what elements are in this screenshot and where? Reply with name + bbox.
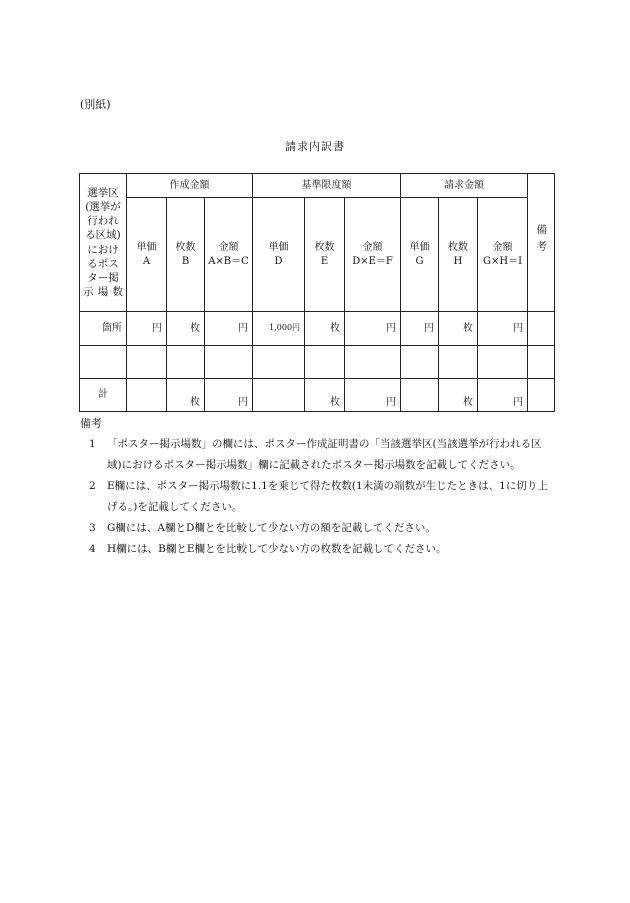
- note-number: 4: [89, 543, 96, 555]
- cell-d: 1,000円: [253, 312, 305, 346]
- cell-a: 円: [127, 312, 167, 346]
- row-header-poster-sites: 選挙区(選挙が行われる区域)におけるポスター掲示場数: [80, 174, 127, 312]
- total-d: [253, 379, 305, 412]
- col-header-c: 金額 A×B＝C: [205, 198, 253, 312]
- note-number: 2: [89, 480, 96, 492]
- col-header-i: 金額 G×H＝I: [478, 198, 528, 312]
- note-text: H欄には、B欄とE欄とを比較して少ない方の枚数を記載してください。: [107, 543, 447, 555]
- attachment-label: (別紙): [80, 98, 111, 111]
- cell-remarks: [528, 312, 555, 346]
- cell-i: 円: [478, 312, 528, 346]
- cell-empty: [205, 346, 253, 379]
- total-label: 計: [80, 379, 127, 412]
- cell-empty: [127, 346, 167, 379]
- col-header-e: 枚数 E: [305, 198, 345, 312]
- total-b: 枚: [167, 379, 205, 412]
- remarks-label: 備考: [535, 223, 548, 257]
- total-e: 枚: [305, 379, 345, 412]
- group-remarks: [528, 174, 555, 312]
- list-item: [89, 434, 555, 476]
- table-row: [80, 312, 555, 346]
- cell-sites: 箇所: [80, 312, 127, 346]
- claim-breakdown-table: [79, 173, 555, 412]
- col-header-a: 単価 A: [127, 198, 167, 312]
- cell-h: 枚: [439, 312, 478, 346]
- cell-empty: [167, 346, 205, 379]
- cell-b: 枚: [167, 312, 205, 346]
- group-created-amount: 作成金額: [127, 174, 253, 198]
- total-g: [401, 379, 439, 412]
- cell-empty: [439, 346, 478, 379]
- note-text: G欄には、A欄とD欄とを比較して少ない方の額を記載してください。: [107, 522, 436, 534]
- note-text: E欄には、ポスター掲示場数に1.1を乗じて得た枚数(1未満の端数が生じたときは、1に切り上げる。)を記載してください。: [107, 480, 548, 513]
- total-c: 円: [205, 379, 253, 412]
- total-h: 枚: [439, 379, 478, 412]
- cell-empty: [253, 346, 305, 379]
- note-number: 1: [89, 438, 96, 450]
- cell-empty: [478, 346, 528, 379]
- notes-list: [89, 434, 555, 560]
- note-number: 3: [89, 522, 96, 534]
- cell-f: 円: [345, 312, 401, 346]
- cell-g: 円: [401, 312, 439, 346]
- total-a: [127, 379, 167, 412]
- cell-empty: [528, 346, 555, 379]
- cell-empty: [305, 346, 345, 379]
- cell-c: 円: [205, 312, 253, 346]
- col-header-g: 単価 G: [401, 198, 439, 312]
- col-header-f: 金額 D×E＝F: [345, 198, 401, 312]
- col-header-h: 枚数 H: [439, 198, 478, 312]
- cell-empty: [80, 346, 127, 379]
- cell-empty: [401, 346, 439, 379]
- total-i: 円: [478, 379, 528, 412]
- list-item: [89, 518, 555, 539]
- total-row: [80, 379, 555, 412]
- col-header-d: 単価 D: [253, 198, 305, 312]
- list-item: [89, 539, 555, 560]
- notes-heading: 備考: [80, 417, 102, 430]
- list-item: [89, 476, 555, 518]
- note-text: 「ポスター掲示場数」の欄には、ポスター作成証明書の「当該選挙区(当該選挙が行われる区域)におけるポスター掲示場数」欄に記載されたポスター掲示場数を記載してください。: [107, 438, 542, 471]
- col-header-b: 枚数 B: [167, 198, 205, 312]
- cell-empty: [345, 346, 401, 379]
- cell-e: 枚: [305, 312, 345, 346]
- document-title: 請求内訳書: [285, 140, 345, 153]
- group-claim-amount: 請求金額: [401, 174, 528, 198]
- total-f: 円: [345, 379, 401, 412]
- table-row: [80, 346, 555, 379]
- total-remarks: [528, 379, 555, 412]
- group-standard-limit: 基準限度額: [253, 174, 401, 198]
